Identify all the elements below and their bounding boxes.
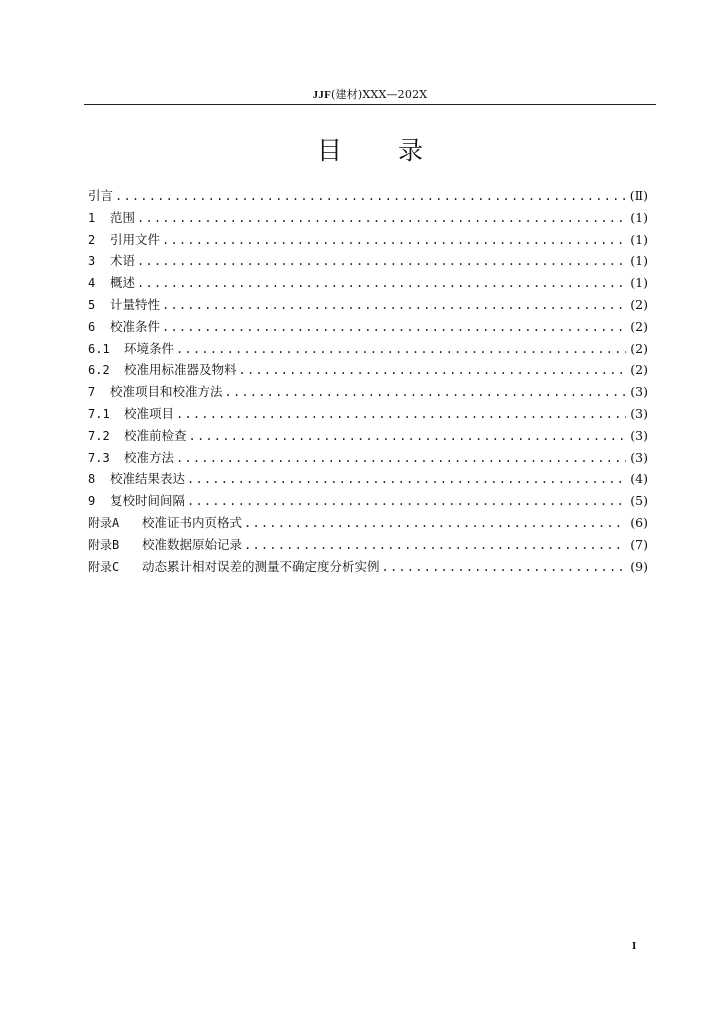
- toc-entry-number: 3: [88, 254, 96, 269]
- toc-entry-3[interactable]: [88, 250, 648, 272]
- toc-entry-page: (1): [630, 275, 648, 291]
- toc-entry-page: (Ⅱ): [629, 188, 648, 203]
- table-of-contents: [88, 185, 648, 577]
- toc-entry-title: 校准用标准器及物料: [124, 362, 237, 378]
- toc-dot-leader: [176, 448, 626, 470]
- toc-entry-5[interactable]: [88, 294, 648, 316]
- toc-entry-4[interactable]: [88, 272, 648, 294]
- toc-entry-number: 7.2: [88, 428, 110, 443]
- toc-entry-page: (2): [630, 318, 648, 334]
- toc-entry-number: 6.2: [88, 363, 110, 378]
- toc-entry-6-1[interactable]: [88, 338, 648, 360]
- toc-dot-leader: [115, 186, 626, 208]
- toc-dot-leader: [187, 491, 626, 513]
- toc-entry-6[interactable]: [88, 316, 648, 338]
- toc-entry-number: 7: [88, 385, 96, 400]
- toc-entry-page: (2): [630, 296, 648, 312]
- standard-code-number: (建材)XXX—202X: [331, 88, 428, 101]
- toc-entry-page: (1): [630, 231, 648, 247]
- toc-entry-page: (9): [630, 558, 648, 574]
- title-char-2: 录: [398, 136, 424, 165]
- toc-entry-title: 校准项目和校准方法: [110, 384, 223, 400]
- toc-entry-title: 引用文件: [110, 231, 161, 247]
- toc-dot-leader: [137, 208, 626, 230]
- toc-dot-leader: [162, 317, 626, 339]
- toc-entry-title: 校准前检查: [124, 427, 187, 443]
- toc-entry-title: 概述: [110, 275, 136, 291]
- toc-entry-appendix-b[interactable]: [88, 534, 648, 556]
- toc-dot-leader: [382, 557, 627, 579]
- toc-dot-leader: [244, 535, 626, 557]
- toc-entry-number: 8: [88, 472, 96, 487]
- toc-entry-number: 2: [88, 232, 96, 247]
- toc-entry-title: 校准数据原始记录: [142, 536, 243, 552]
- page-number: I: [632, 940, 637, 952]
- toc-dot-leader: [244, 513, 626, 535]
- toc-dot-leader: [176, 339, 626, 361]
- toc-entry-7-1[interactable]: [88, 403, 648, 425]
- header-divider: [84, 104, 656, 105]
- toc-entry-9[interactable]: [88, 490, 648, 512]
- toc-entry-number: 附录B: [88, 537, 120, 552]
- toc-dot-leader: [239, 360, 627, 382]
- toc-entry-page: (3): [630, 427, 648, 443]
- toc-entry-title: 校准方法: [124, 449, 175, 465]
- toc-entry-8[interactable]: [88, 468, 648, 490]
- toc-entry-title: 引言: [88, 188, 114, 203]
- toc-entry-1[interactable]: [88, 207, 648, 229]
- toc-entry-title: 校准证书内页格式: [142, 514, 243, 530]
- toc-entry-page: (1): [630, 209, 648, 225]
- toc-entry-appendix-c[interactable]: [88, 556, 648, 578]
- toc-entry-number: 7.1: [88, 406, 110, 421]
- toc-entry-title: 复校时间间隔: [110, 493, 186, 509]
- toc-entry-appendix-a[interactable]: [88, 512, 648, 534]
- toc-entry-number: 附录A: [88, 515, 120, 530]
- toc-entry-number: 6: [88, 319, 96, 334]
- toc-entry-title: 动态累计相对误差的测量不确定度分析实例: [142, 558, 380, 574]
- toc-entry-page: (3): [630, 449, 648, 465]
- toc-entry-title: 环境条件: [124, 340, 175, 356]
- toc-entry-title: 校准项目: [124, 405, 175, 421]
- toc-entry-page: (5): [630, 493, 648, 509]
- toc-entry-6-2[interactable]: [88, 359, 648, 381]
- toc-entry-number: 9: [88, 494, 96, 509]
- toc-entry-title: 计量特性: [110, 296, 161, 312]
- toc-dot-leader: [225, 382, 627, 404]
- toc-entry-number: 1: [88, 210, 96, 225]
- document-header: [84, 88, 656, 102]
- toc-dot-leader: [162, 295, 626, 317]
- toc-entry-7-2[interactable]: [88, 425, 648, 447]
- page-title: [84, 136, 656, 166]
- toc-entry-2[interactable]: [88, 229, 648, 251]
- toc-entry-page: (4): [630, 471, 648, 487]
- standard-code-prefix: JJF: [312, 89, 331, 101]
- toc-entry-intro[interactable]: [88, 185, 648, 207]
- toc-dot-leader: [176, 404, 626, 426]
- title-char-1: 目: [316, 136, 342, 165]
- toc-entry-page: (2): [630, 340, 648, 356]
- toc-entry-page: (1): [630, 253, 648, 269]
- toc-entry-number: 4: [88, 276, 96, 291]
- toc-entry-page: (7): [630, 536, 648, 552]
- toc-entry-page: (2): [630, 362, 648, 378]
- toc-entry-7-3[interactable]: [88, 447, 648, 469]
- toc-dot-leader: [137, 273, 626, 295]
- toc-dot-leader: [137, 251, 626, 273]
- toc-entry-title: 校准条件: [110, 318, 161, 334]
- toc-entry-page: (3): [630, 405, 648, 421]
- toc-entry-number: 5: [88, 297, 96, 312]
- toc-entry-title: 范围: [110, 209, 136, 225]
- toc-entry-number: 附录C: [88, 559, 120, 574]
- toc-dot-leader: [189, 426, 627, 448]
- toc-dot-leader: [187, 469, 626, 491]
- toc-entry-number: 6.1: [88, 341, 110, 356]
- toc-entry-title: 术语: [110, 253, 136, 269]
- toc-entry-page: (3): [630, 384, 648, 400]
- toc-entry-title: 校准结果表达: [110, 471, 186, 487]
- toc-entry-number: 7.3: [88, 450, 110, 465]
- toc-entry-page: (6): [630, 514, 648, 530]
- toc-entry-7[interactable]: [88, 381, 648, 403]
- toc-dot-leader: [162, 230, 626, 252]
